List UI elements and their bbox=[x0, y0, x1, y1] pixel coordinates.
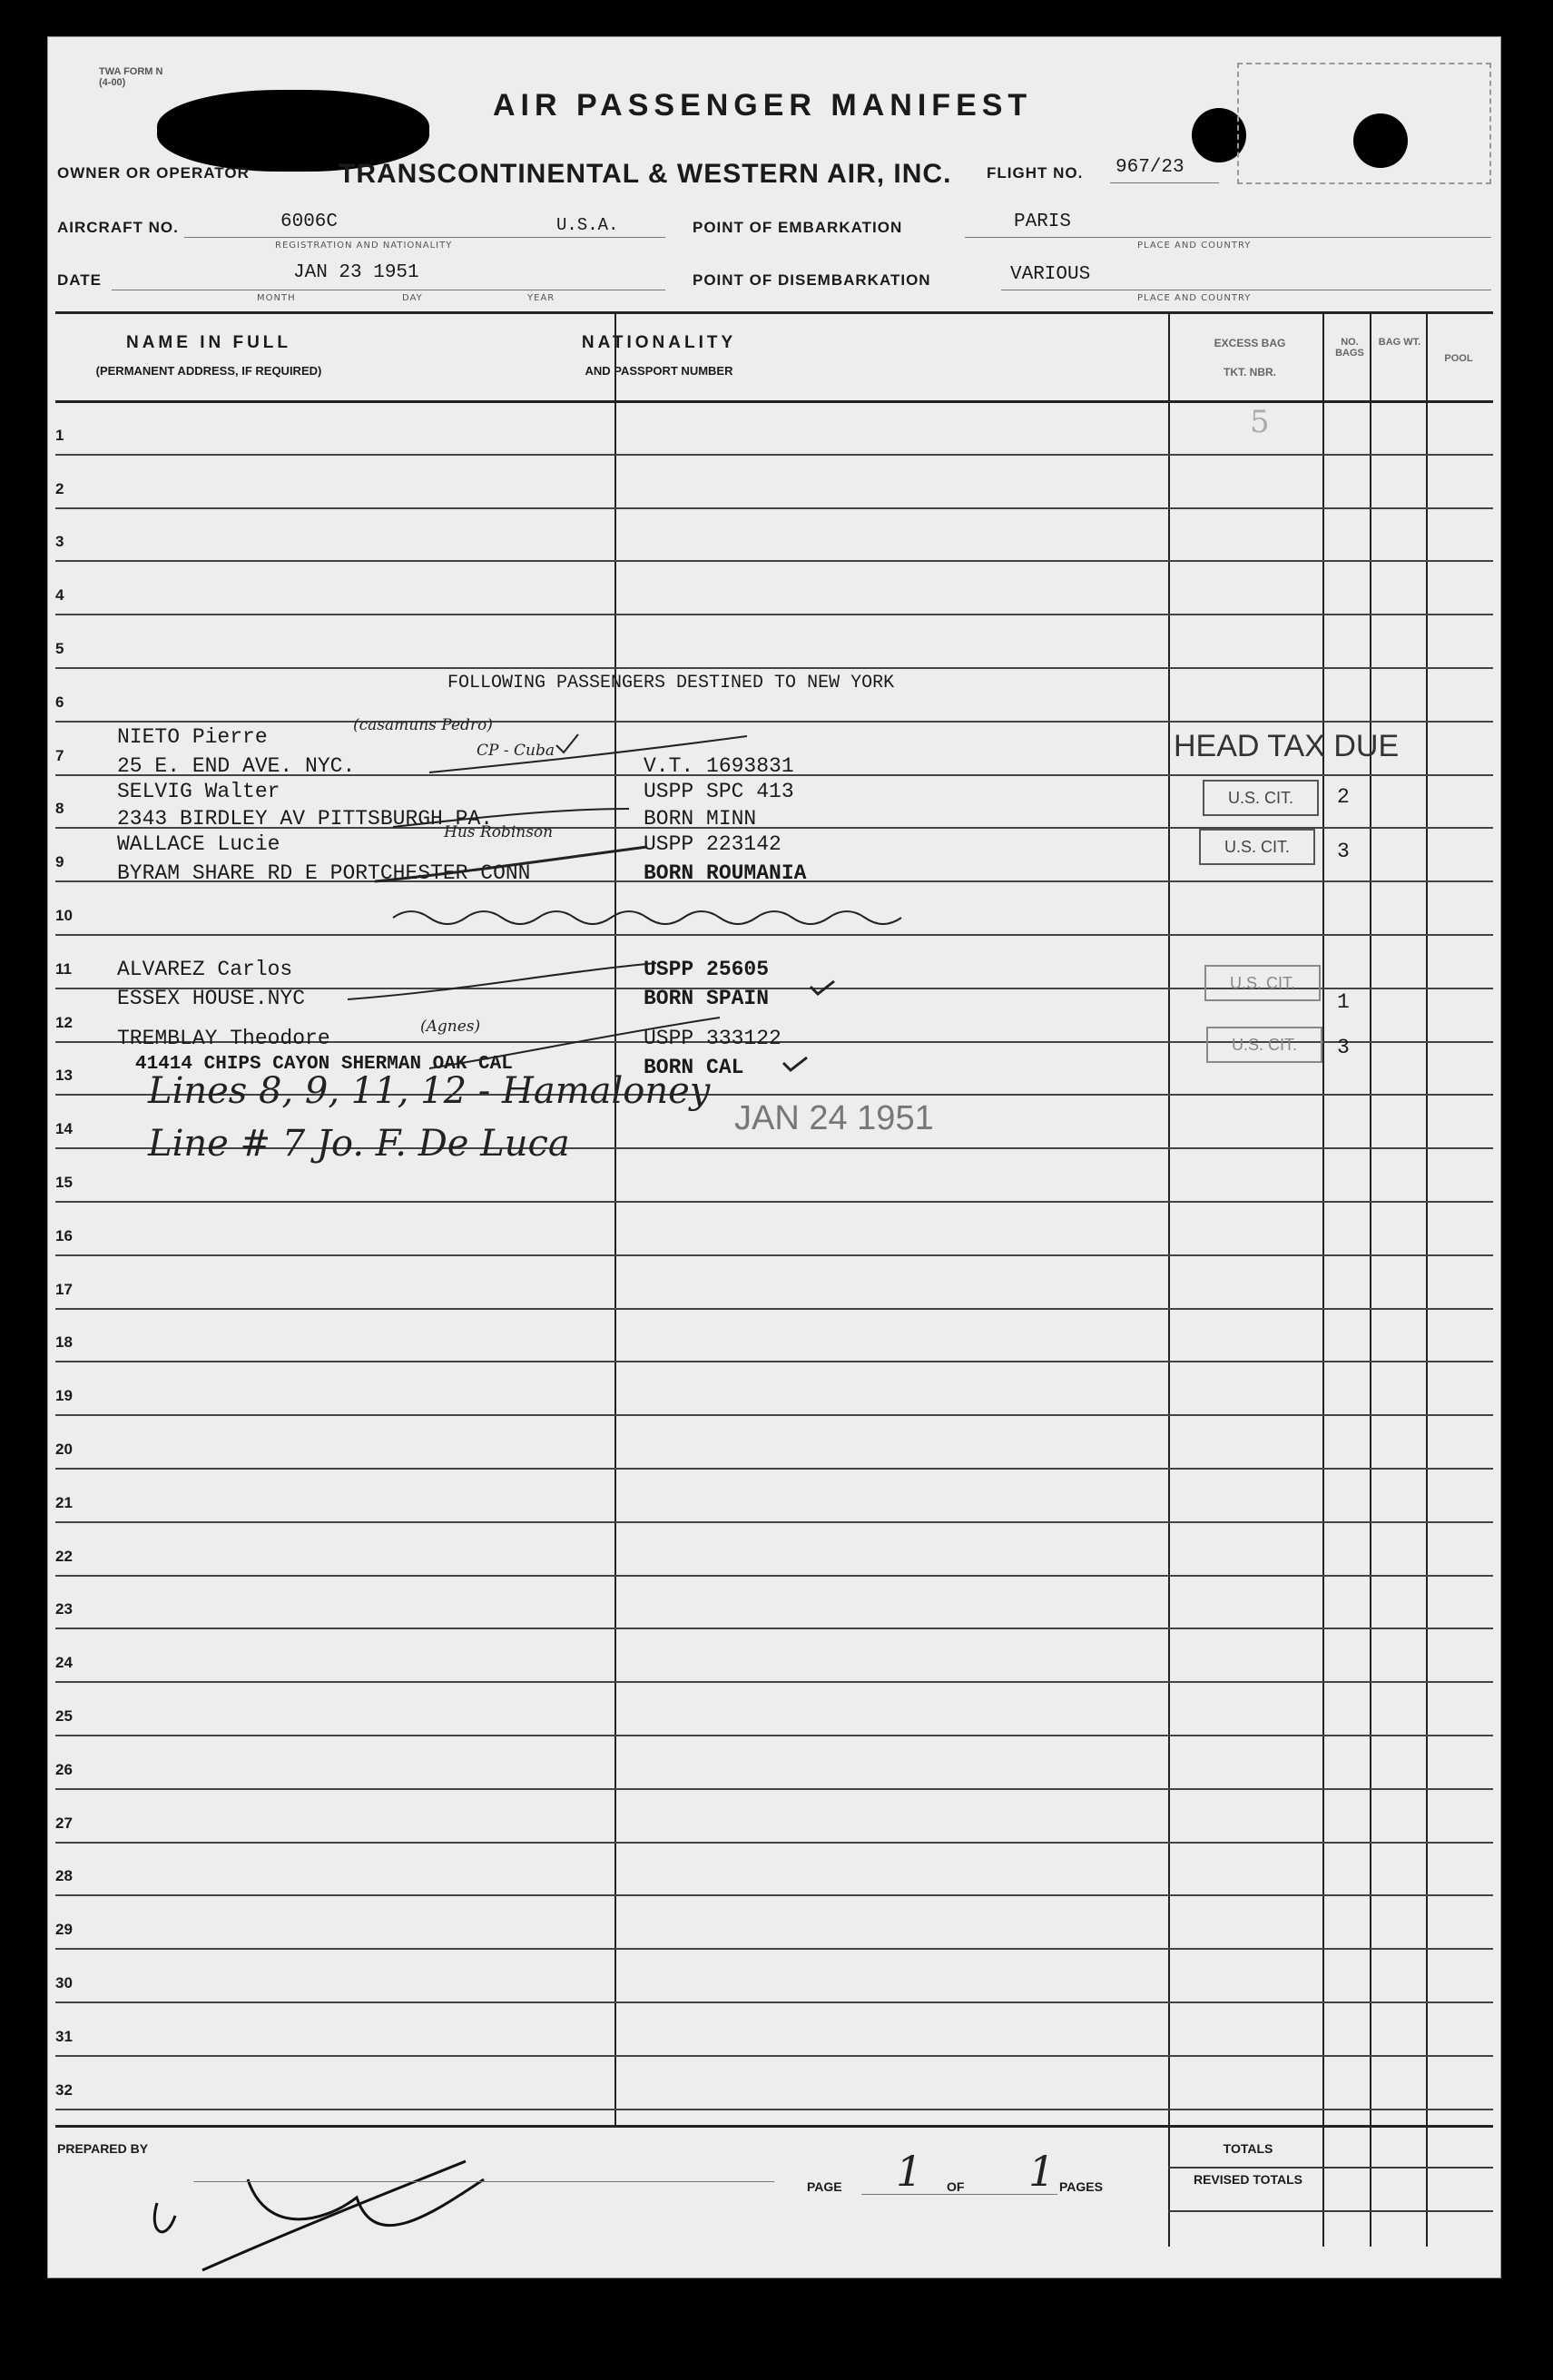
flight-label: FLIGHT NO. bbox=[987, 164, 1084, 182]
passenger-3-bags: 3 bbox=[1337, 840, 1350, 863]
passenger-3-nationality: USPP 223142 bbox=[644, 832, 781, 856]
date-month: MONTH bbox=[257, 293, 296, 303]
handwritten-lines-note: Lines 8, 9, 11, 12 - Hamaloney bbox=[148, 1070, 711, 1112]
strike-line-1 bbox=[429, 736, 747, 772]
passenger-1-name: NIETO Pierre bbox=[117, 725, 268, 749]
wavy-line bbox=[393, 911, 901, 924]
of-label: OF bbox=[947, 2179, 965, 2194]
row-number: 5 bbox=[55, 640, 64, 657]
date-day: DAY bbox=[402, 293, 423, 303]
row-number: 21 bbox=[55, 1493, 73, 1511]
date-value: JAN 23 1951 bbox=[293, 262, 419, 283]
col-no-bags: NO. BAGS bbox=[1335, 337, 1364, 359]
row-number: 13 bbox=[55, 1067, 73, 1085]
us-cit-stamp-4: U.S. CIT. bbox=[1206, 1027, 1322, 1063]
owner-name: TRANSCONTINENTAL & WESTERN AIR, INC. bbox=[339, 159, 952, 189]
disembark-place-sub: PLACE AND COUNTRY bbox=[1137, 293, 1252, 303]
passenger-2-address: 2343 BIRDLEY AV PITTSBURGH PA. bbox=[117, 807, 494, 831]
row-number: 30 bbox=[55, 1974, 73, 1992]
destination-note: FOLLOWING PASSENGERS DESTINED TO NEW YORK bbox=[447, 673, 895, 693]
row-number: 19 bbox=[55, 1387, 73, 1405]
col-nationality-sub: AND PASSPORT NUMBER bbox=[585, 364, 733, 378]
passenger-4-nationality: USPP 25605 bbox=[644, 958, 770, 981]
aircraft-country: U.S.A. bbox=[556, 215, 619, 235]
passenger-2-nationality: USPP SPC 413 bbox=[644, 780, 794, 803]
form-id-label: TWA FORM N bbox=[99, 66, 163, 77]
aircraft-number: 6006C bbox=[280, 211, 339, 232]
passenger-1-nationality: V.T. 1693831 bbox=[644, 754, 794, 778]
passenger-5-annotation: (Agnes) bbox=[420, 1018, 481, 1036]
head-tax-stamp: HEAD TAX DUE bbox=[1174, 729, 1400, 763]
row-number: 18 bbox=[55, 1333, 73, 1352]
col-bag-wt: BAG WT. bbox=[1378, 337, 1421, 348]
row-number: 8 bbox=[55, 800, 64, 818]
passenger-3-address: BYRAM SHARE RD E PORTCHESTER CONN bbox=[117, 861, 531, 885]
col-pool: POOL bbox=[1444, 353, 1473, 364]
passenger-5-nationality: USPP 333122 bbox=[644, 1027, 781, 1050]
prepared-by-label: PREPARED BY bbox=[57, 2141, 149, 2156]
row-number: 29 bbox=[55, 1921, 73, 1939]
prepared-by-underline bbox=[193, 2181, 774, 2182]
row-number: 28 bbox=[55, 1867, 73, 1885]
disembark-label: POINT OF DISEMBARKATION bbox=[693, 271, 931, 289]
passenger-4-address: ESSEX HOUSE.NYC bbox=[117, 987, 306, 1010]
form-id-sub: (4-00) bbox=[99, 77, 126, 88]
us-cit-stamp-1: U.S. CIT. bbox=[1203, 780, 1319, 816]
strike-line-5 bbox=[429, 1018, 720, 1068]
row-number: 32 bbox=[55, 2080, 73, 2099]
col-nationality-header: NATIONALITY bbox=[581, 333, 737, 352]
row-number: 6 bbox=[55, 693, 64, 711]
strike-line-2 bbox=[393, 809, 629, 827]
manifest-form bbox=[47, 36, 1501, 2278]
row-number: 31 bbox=[55, 2027, 73, 2045]
pages-label: PAGES bbox=[1059, 2179, 1103, 2194]
handwritten-line7-note: Line # 7 Jo. F. De Luca bbox=[148, 1123, 570, 1165]
embark-place-sub: PLACE AND COUNTRY bbox=[1137, 241, 1252, 251]
footer-bottom-rule bbox=[1168, 2210, 1493, 2212]
check-mark-3 bbox=[556, 734, 578, 752]
passenger-2-detail: BORN MINN bbox=[644, 807, 757, 831]
row-number: 7 bbox=[55, 746, 64, 764]
row-number: 4 bbox=[55, 586, 64, 605]
totals-rule bbox=[1168, 2167, 1493, 2169]
row-number: 20 bbox=[55, 1441, 73, 1458]
form-title: AIR PASSENGER MANIFEST bbox=[493, 88, 1033, 123]
revised-totals-text: REVISED TOTALS bbox=[1193, 2172, 1303, 2187]
passenger-3-detail: BORN ROUMANIA bbox=[644, 861, 807, 885]
row-number: 16 bbox=[55, 1226, 73, 1244]
passenger-5-address: 41414 CHIPS CAYON SHERMAN OAK CAL bbox=[135, 1054, 513, 1075]
col-tkt-nbr: TKT. NBR. bbox=[1224, 366, 1276, 379]
embark-value: PARIS bbox=[1014, 211, 1072, 232]
total-pages: 1 bbox=[1028, 2147, 1056, 2196]
col-excess-bag: EXCESS BAG bbox=[1214, 337, 1286, 349]
aircraft-sub: REGISTRATION AND NATIONALITY bbox=[275, 241, 453, 251]
strike-line-3 bbox=[375, 847, 647, 881]
col-name-header: NAME IN FULL bbox=[125, 333, 292, 352]
totals-label: TOTALS bbox=[1223, 2141, 1273, 2156]
row-number: 15 bbox=[55, 1174, 73, 1191]
check-mark-1 bbox=[811, 981, 834, 994]
row-number: 2 bbox=[55, 479, 64, 497]
row-number: 24 bbox=[55, 1654, 73, 1672]
passenger-5-detail: BORN CAL bbox=[644, 1056, 744, 1079]
row-number: 27 bbox=[55, 1814, 73, 1832]
row-number: 14 bbox=[55, 1120, 73, 1138]
passenger-4-detail: BORN SPAIN bbox=[644, 987, 770, 1010]
date-label: DATE bbox=[57, 271, 103, 289]
received-date-stamp: JAN 24 1951 bbox=[734, 1099, 934, 1137]
check-mark-2 bbox=[783, 1057, 807, 1070]
row-number: 23 bbox=[55, 1600, 73, 1618]
row-number: 10 bbox=[55, 907, 73, 924]
row-number: 26 bbox=[55, 1760, 73, 1778]
page-number: 1 bbox=[896, 2147, 923, 2196]
row-number: 1 bbox=[55, 426, 64, 444]
row-number: 3 bbox=[55, 533, 64, 551]
passenger-5-bags: 3 bbox=[1337, 1036, 1350, 1059]
excess-bag-number: 5 bbox=[1250, 404, 1270, 440]
us-cit-stamp-2: U.S. CIT. bbox=[1199, 829, 1315, 865]
signature-strokes bbox=[154, 2161, 484, 2270]
aircraft-label: AIRCRAFT NO. bbox=[57, 219, 179, 236]
passenger-2-bags: 2 bbox=[1337, 785, 1350, 809]
passenger-3-annotation: Hus Robinson bbox=[444, 823, 554, 841]
page-underline bbox=[861, 2194, 1057, 2195]
revised-totals-label bbox=[1174, 2172, 1322, 2188]
row-number: 11 bbox=[55, 959, 72, 978]
date-year: YEAR bbox=[527, 293, 555, 303]
strike-line-4 bbox=[348, 963, 656, 999]
col-name-sub: (PERMANENT ADDRESS, IF REQUIRED) bbox=[95, 364, 322, 378]
row-number: 17 bbox=[55, 1280, 73, 1298]
embark-label: POINT OF EMBARKATION bbox=[693, 219, 903, 236]
row-number: 9 bbox=[55, 853, 64, 871]
disembark-value: VARIOUS bbox=[1010, 264, 1091, 285]
passenger-1-annotation-2: CP - Cuba bbox=[477, 742, 555, 760]
passenger-1-annotation: (casamuns Pedro) bbox=[353, 716, 493, 734]
us-cit-stamp-3: U.S. CIT. bbox=[1204, 965, 1321, 1001]
passenger-5-name: TREMBLAY Theodore bbox=[117, 1027, 330, 1050]
row-number: 25 bbox=[55, 1707, 73, 1725]
passenger-1-address: 25 E. END AVE. NYC. bbox=[117, 754, 356, 778]
owner-label: OWNER OR OPERATOR bbox=[57, 164, 250, 182]
passenger-4-name: ALVAREZ Carlos bbox=[117, 958, 293, 981]
footer-top-rule bbox=[55, 2125, 1493, 2128]
row-number: 12 bbox=[55, 1013, 73, 1031]
passenger-4-bags: 1 bbox=[1337, 990, 1350, 1014]
flight-number: 967/23 bbox=[1116, 157, 1184, 178]
page-label: PAGE bbox=[807, 2179, 842, 2194]
passenger-2-name: SELVIG Walter bbox=[117, 780, 280, 803]
row-number: 22 bbox=[55, 1547, 73, 1565]
passenger-3-name: WALLACE Lucie bbox=[117, 832, 280, 856]
